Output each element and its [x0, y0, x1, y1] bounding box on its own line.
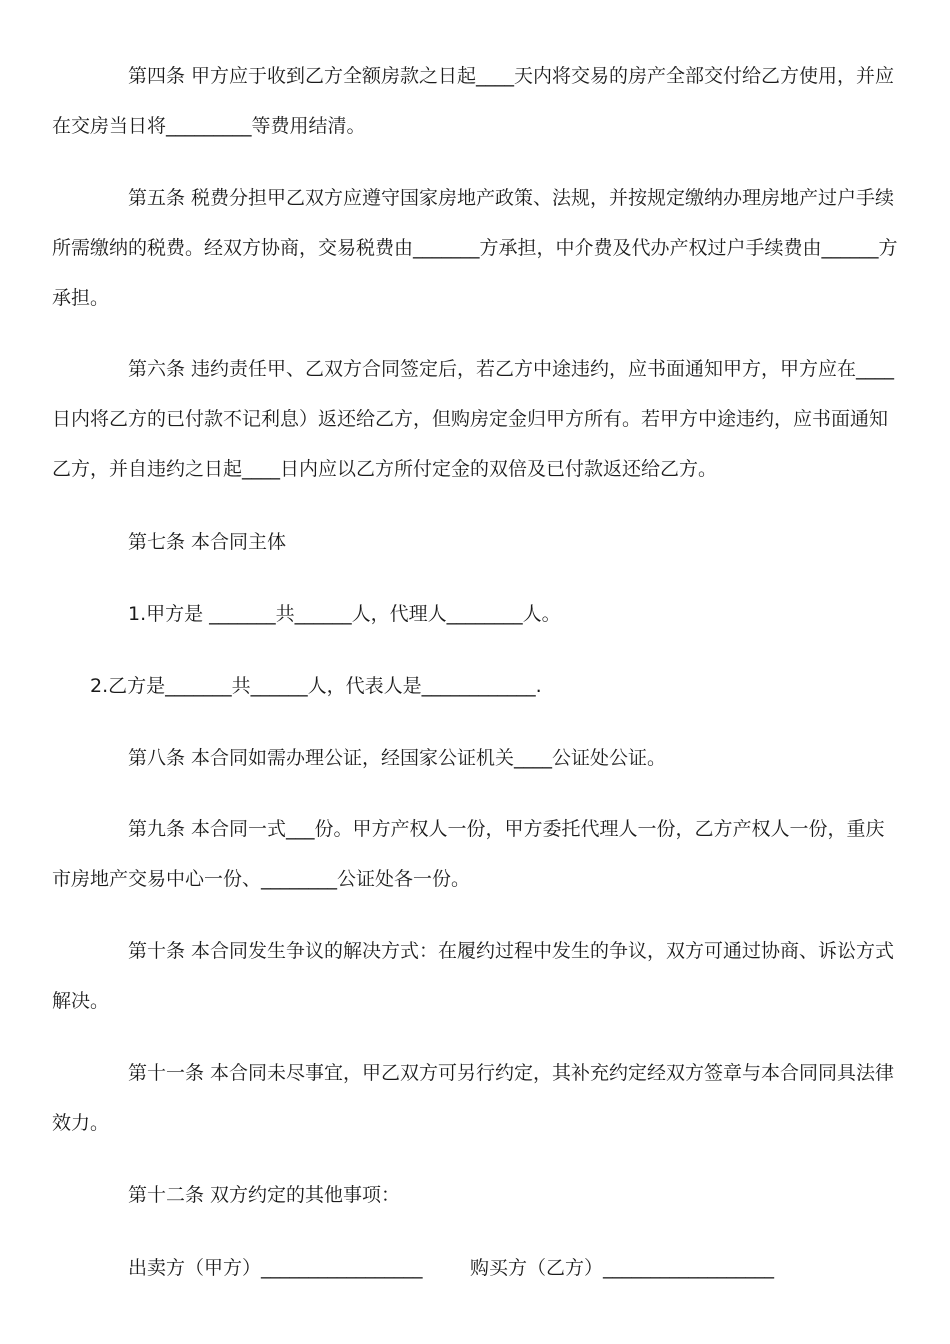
article-9: 第九条 本合同一式___份。甲方产权人一份，甲方委托代理人一份，乙方产权人一份，重庆市房地产交易中心一份、________公证处各一份。 [52, 818, 885, 890]
party-a-line: 1.甲方是 _______共______人，代理人________人。 [128, 603, 561, 625]
article-6: 第六条 违约责任甲、乙双方合同签定后，若乙方中途违约，应书面通知甲方，甲方应在____日内将乙方的已付款不记利息）返还给乙方，但购房定金归甲方所有。若甲方中途违约，应书面通知乙方，并自违约之日起____日内应以乙方所付定金的双倍及已付款返还给乙方。 [52, 358, 895, 480]
article-8: 第八条 本合同如需办理公证，经国家公证机关____公证处公证。 [128, 747, 667, 769]
article-7: 第七条 本合同主体 [128, 531, 287, 553]
article-5: 第五条 税费分担甲乙双方应遵守国家房地产政策、法规，并按规定缴纳办理房地产过户手续所需缴纳的税费。经双方协商，交易税费由_______方承担，中介费及代办产权过户手续费由______方承担。 [52, 187, 898, 309]
article-10: 第十条 本合同发生争议的解决方式：在履约过程中发生的争议，双方可通过协商、诉讼方式解决。 [52, 940, 895, 1012]
seller-signature-line: 出卖方（甲方）_________________ [128, 1257, 423, 1279]
party-b-line: 2.乙方是_______共______人，代表人是____________. [90, 675, 542, 697]
article-11: 第十一条 本合同未尽事宜，甲乙双方可另行约定，其补充约定经双方签章与本合同同具法律效力。 [52, 1062, 895, 1134]
buyer-signature-line: 购买方（乙方）__________________ [470, 1257, 775, 1279]
article-12: 第十二条 双方约定的其他事项： [128, 1184, 401, 1206]
article-4: 第四条 甲方应于收到乙方全额房款之日起____天内将交易的房产全部交付给乙方使用，并应在交房当日将_________等费用结清。 [52, 65, 895, 137]
